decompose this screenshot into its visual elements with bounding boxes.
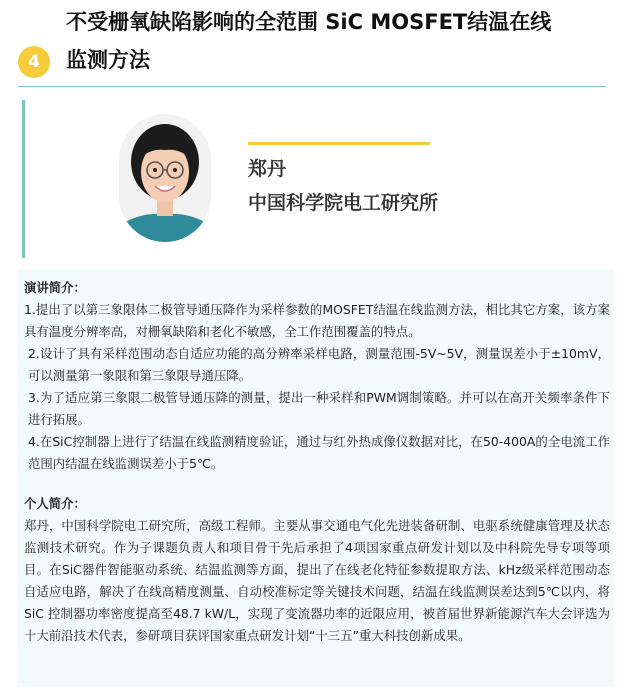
bio-text: 郑丹，中国科学院电工研究所，高级工程师。主要从事交通电气化先进装备研制、电驱系统健康管理及状态监测技术研究。作为子课题负责人和项目骨干先后承担了4项国家重点研发计划以及中科院先导专项等项目。在SiC器件智能驱动系统、结温监测等方面，提出了在线老化特征参数提取方法、kHz级采样范围动态自适应电路，解决了在线高精度测量、自动校准标定等关键技术问题，结温在线监测误差达到5℃以内，将SiC 控制器功率密度提高至48.7 kW/L，实现了变流器功率的近限应用，被首届世界新能源汽车大会评选为十大前沿技术代表，参研项目获评国家重点研发计划“十三五”重大科技创新成果。 <box>24 518 610 643</box>
portrait-illustration <box>119 114 211 242</box>
bio-heading: 个人简介： <box>24 496 86 511</box>
talk-point-3: 3.为了适应第三象限二极管导通压降的测量，提出一种采样和PWM调制策略。并可以在高开关频率条件下进行拓展。 <box>28 390 610 427</box>
talk-point-2: 2.设计了具有采样范围动态自适应功能的高分辨率采样电路，测量范围-5V~5V，测量误差小于±10mV，可以测量第一象限和第三象限导通压降。 <box>28 346 610 383</box>
speaker-accent-bar <box>22 100 25 258</box>
talk-title-line2: 监测方法 <box>66 48 150 72</box>
speaker-card <box>0 100 631 260</box>
talk-point-1: 1.提出了以第三象限体二极管导通压降作为采样参数的MOSFET结温在线监测方法，相比其它方案，该方案具有温度分辨率高，对栅氧缺陷和老化不敏感，全工作范围覆盖的特点。 <box>24 302 610 339</box>
name-accent-rule <box>248 142 430 145</box>
talk-summary-heading: 演讲简介： <box>24 280 86 295</box>
speaker-name: 郑丹 <box>248 158 287 180</box>
section-header <box>0 0 631 90</box>
speaker-organization: 中国科学院电工研究所 <box>248 192 439 214</box>
talk-title-line1: 不受栅氧缺陷影响的全范围 SiC MOSFET结温在线 <box>66 10 552 34</box>
section-spacer <box>24 475 610 493</box>
speaker-photo <box>119 114 211 242</box>
section-number-badge: 4 <box>18 46 50 78</box>
talk-point-4: 4.在SiC控制器上进行了结温在线监测精度验证，通过与红外热成像仪数据对比，在50-400A的全电流工作范围内结温在线监测误差小于5℃。 <box>28 434 610 471</box>
content-panel <box>18 269 614 687</box>
header-divider <box>18 86 606 87</box>
